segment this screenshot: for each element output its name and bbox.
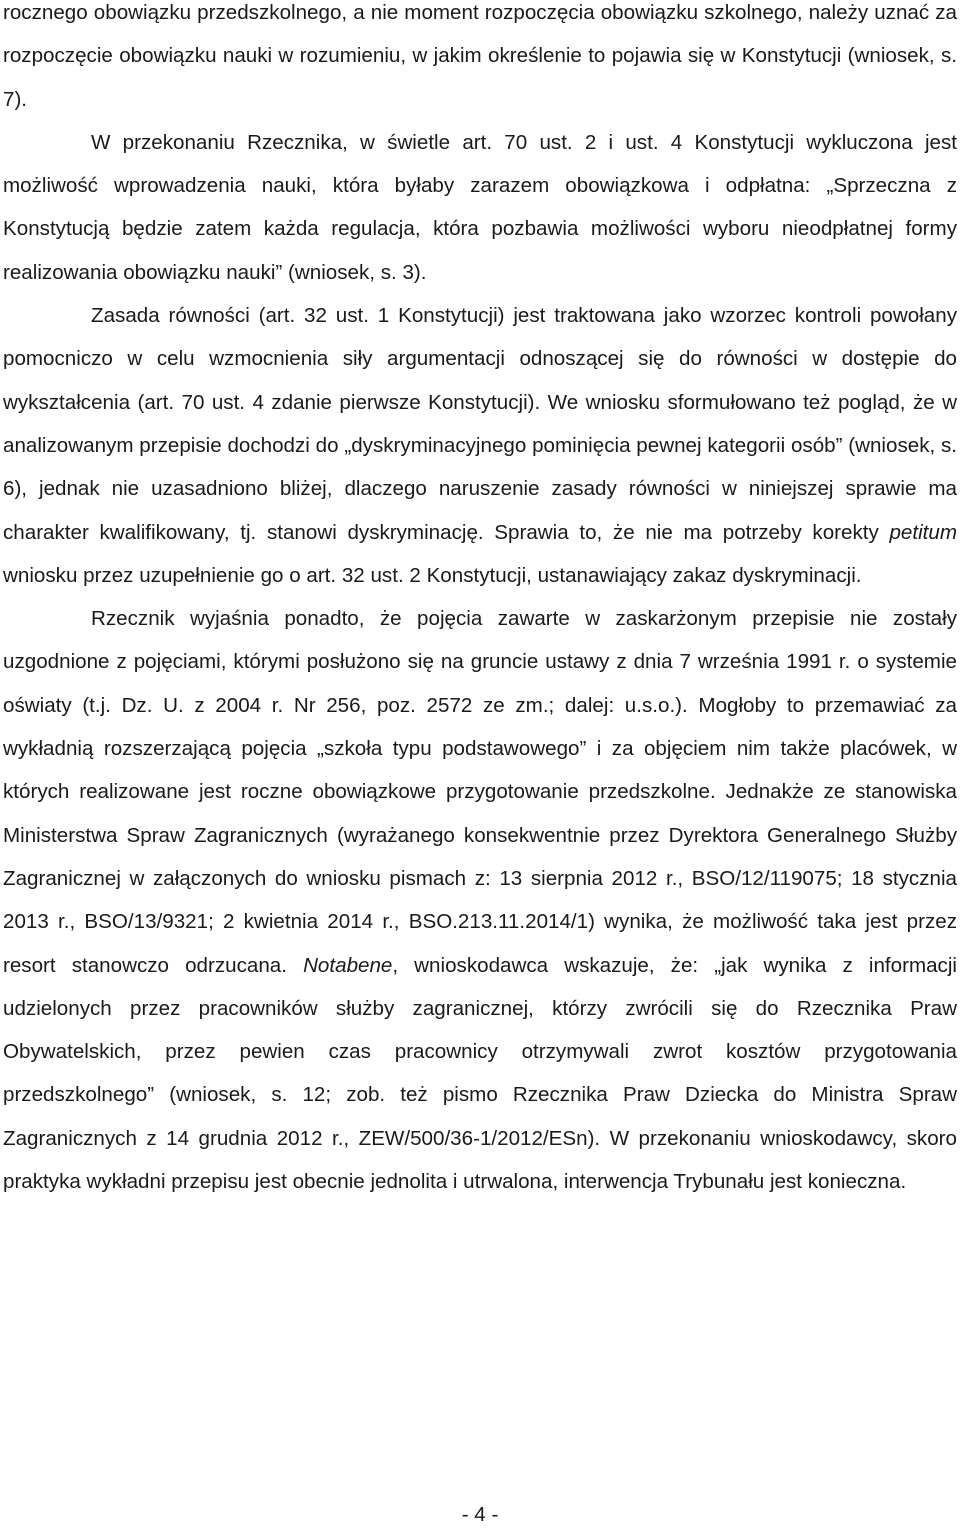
paragraph-text: W przekonaniu Rzecznika, w świetle art. 70 ust. 2 i ust. 4 Konstytucji wykluczona jest możliwość wprowadzenia nauki, która byłaby zarazem obowiązkowa i odpłatna: „Sprzeczna z Konstytucją będzie zatem każda regulacja, która pozbawia możliwości wyboru nieodpłatnej formy realizowania obowiązku nauki” (wniosek, s. 3). xyxy=(3,130,957,284)
italic-term-petitum: petitum xyxy=(889,520,957,544)
document-page xyxy=(3,0,957,1203)
paragraph-2 xyxy=(3,121,957,294)
paragraph-text: Rzecznik wyjaśnia ponadto, że pojęcia zawarte w zaskarżonym przepisie nie zostały uzgodnione z pojęciami, którymi posłużono się na gruncie ustawy z dnia 7 września 1991 r. o systemie oświaty (t.j. Dz. U. z 2004 r. Nr 256, poz. 2572 ze zm.; dalej: u.s.o.). Mogłoby to przemawiać za wykładnią rozszerzającą pojęcia „szkoła typu podstawowego” i za objęciem nim także placówek, w których realizowane jest roczne obowiązkowe przygotowanie przedszkolne. Jednakże ze stanowiska Ministerstwa Spraw Zagranicznych (wyrażanego konsekwentnie przez Dyrektora Generalnego Służby Zagranicznej w załączonych do wniosku pismach z: 13 sierpnia 2012 r., BSO/12/119075; 18 stycznia 2013 r., BSO/13/9321; 2 kwietnia 2014 r., BSO.213.11.2014/1) wynika, że możliwość taka jest przez resort stanowczo odrzucana. xyxy=(3,607,957,977)
paragraph-text: , wnioskodawca wskazuje, że: „jak wynika z informacji udzielonych przez pracowników służby zagranicznej, którzy zwrócili się do Rzecznika Praw Obywatelskich, przez pewien czas pracownicy otrzymywali zwrot kosztów przygotowania przedszkolnego” (wniosek, s. 12; zob. też pismo Rzecznika Praw Dziecka do Ministra Spraw Zagranicznych z 14 grudnia 2012 r., ZEW/500/36-1/2012/ESn). W przekonaniu wnioskodawcy, skoro praktyka wykładni przepisu jest obecnie jednolita i utrwalona, interwencja Trybunału jest konieczna. xyxy=(3,953,958,1194)
paragraph-text: Zasada równości (art. 32 ust. 1 Konstytucji) jest traktowana jako wzorzec kontroli powołany pomocniczo w celu wzmocnienia siły argumentacji odnoszącej się do równości w dostępie do wykształcenia (art. 70 ust. 4 zdanie pierwsze Konstytucji). We wniosku sformułowano też pogląd, że w analizowanym przepisie dochodzi do „dyskryminacyjnego pominięcia pewnej kategorii osób” (wniosek, s. 6), jednak nie uzasadniono bliżej, dlaczego naruszenie zasady równości w niniejszej sprawie ma charakter kwalifikowany, tj. stanowi dyskryminację. Sprawia to, że nie ma potrzeby korekty xyxy=(3,304,957,544)
paragraph-1 xyxy=(3,0,957,121)
paragraph-text: rocznego obowiązku przedszkolnego, a nie moment rozpoczęcia obowiązku szkolnego, należy uznać za rozpoczęcie obowiązku nauki w rozumieniu, w jakim określenie to pojawia się w Konstytucji (wniosek, s. 7). xyxy=(3,1,957,111)
paragraph-text: wniosku przez uzupełnienie go o art. 32 ust. 2 Konstytucji, ustanawiający zakaz dyskryminacji. xyxy=(3,563,862,587)
paragraph-4 xyxy=(3,597,957,1203)
italic-term-notabene: Notabene xyxy=(303,953,393,977)
paragraph-3 xyxy=(3,294,957,597)
page-number: - 4 - xyxy=(461,1503,499,1526)
